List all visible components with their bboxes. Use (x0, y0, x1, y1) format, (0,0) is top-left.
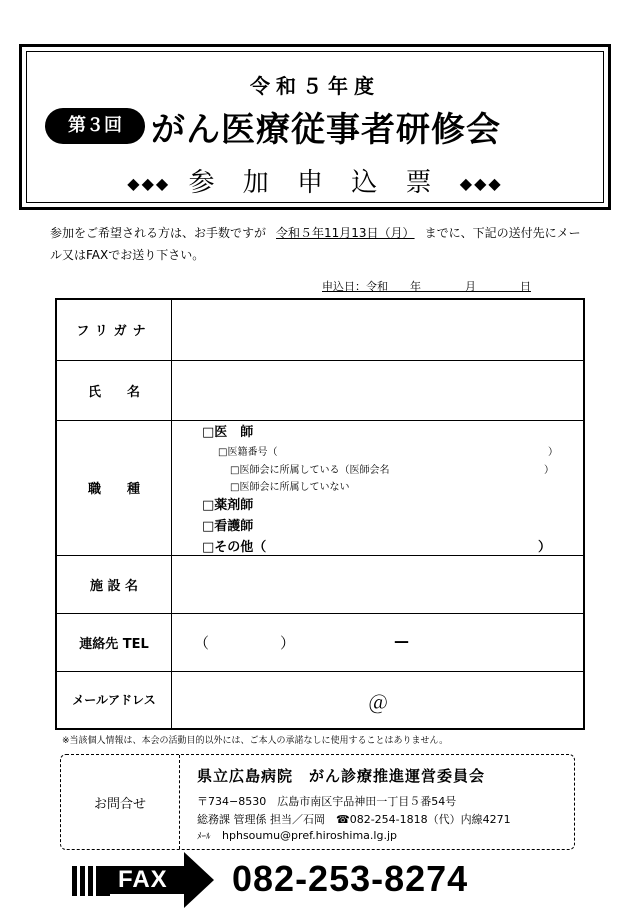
form-row-facility (56, 555, 584, 613)
tel-field[interactable] (172, 613, 585, 671)
fiscal-year: 令和５年度 (250, 74, 380, 98)
occupation-member-checkbox[interactable]: □医師会に所属している（医師会名 (230, 464, 390, 476)
occupation-doctor-checkbox[interactable]: □医 師 (202, 424, 254, 440)
email-label: メールアドレス (56, 671, 172, 729)
subtitle-text: 参 加 申 込 票 (188, 168, 442, 198)
tel-dash: — (394, 631, 409, 650)
deadline: 令和５年11月13日（月） (276, 226, 415, 240)
name-field[interactable] (172, 360, 585, 420)
diamond-icons-left: ◆◆◆ (127, 174, 171, 193)
form-row-name (56, 360, 584, 420)
apply-date[interactable] (322, 278, 531, 294)
occupation-other-checkbox[interactable]: □その他（ (202, 539, 267, 555)
form-row-tel (56, 613, 584, 671)
intro-text (50, 222, 590, 266)
tel-open-paren: （ (194, 633, 210, 652)
form-row-occupation (56, 420, 584, 555)
contact-department: 総務課 管理係 担当／石岡 ☎082-254-1818（代）内線4271 (197, 813, 511, 826)
intro-after: までに、下記の送付先にメール又はFAXでお送り下さい。 (50, 226, 581, 262)
other-close-paren: ） (538, 539, 552, 555)
form-row-email (56, 671, 584, 729)
contact-email[interactable]: hphsoumu@pref.hiroshima.lg.jp (222, 829, 397, 842)
application-form (55, 298, 585, 730)
title-inner-border (26, 51, 604, 203)
name-label: 氏 名 (56, 360, 172, 420)
title-box (19, 44, 611, 210)
apply-date-text: 申込日：令和 年 月 日 (322, 280, 531, 293)
tel-label: 連絡先 TEL (56, 613, 172, 671)
license-close-paren: ） (548, 446, 558, 458)
contact-organization: 県立広島病院 がん診療推進運営委員会 (197, 767, 486, 785)
fax-stripes-icon (72, 866, 110, 896)
facility-label: 施 設 名 (56, 555, 172, 613)
occupation-non-member-checkbox[interactable]: □医師会に所属していない (230, 481, 350, 493)
furigana-label: フリガナ (56, 299, 172, 360)
occupation-pharmacist-checkbox[interactable]: □薬剤師 (202, 497, 254, 513)
fax-label: FAX (118, 866, 168, 893)
privacy-notice: ※当該個人情報は、本会の活動目的以外には、ご本人の承諾なしに使用することはありません。 (62, 736, 449, 746)
diamond-icons-right: ◆◆◆ (459, 174, 503, 193)
session-badge: 第３回 (45, 108, 145, 144)
email-field[interactable] (172, 671, 585, 729)
facility-field[interactable] (172, 555, 585, 613)
fax-number[interactable]: 082-253-8274 (232, 858, 469, 899)
occupation-field (172, 420, 585, 555)
tel-close-paren: ） (280, 633, 296, 652)
member-close-paren: ） (544, 464, 554, 476)
occupation-nurse-checkbox[interactable]: □看護師 (202, 518, 254, 534)
furigana-field[interactable] (172, 299, 585, 360)
contact-mail-line (197, 829, 397, 842)
mail-label: ﾒｰﾙ (197, 832, 211, 842)
form-row-furigana (56, 299, 584, 360)
page-title: がん医療従事者研修会 (151, 110, 501, 150)
occupation-label: 職 種 (56, 420, 172, 555)
contact-address: 〒734−8530 広島市南区宇品神田一丁目５番54号 (197, 795, 457, 808)
email-at-sign: ＠ (368, 690, 388, 715)
contact-divider (179, 755, 180, 849)
occupation-license-no-checkbox[interactable]: □医籍番号（ (218, 446, 278, 458)
intro-before: 参加をご希望される方は、お手数ですが (50, 226, 267, 240)
contact-box (60, 754, 575, 850)
form-subtitle (27, 162, 603, 199)
contact-label: お問合せ (93, 797, 146, 812)
